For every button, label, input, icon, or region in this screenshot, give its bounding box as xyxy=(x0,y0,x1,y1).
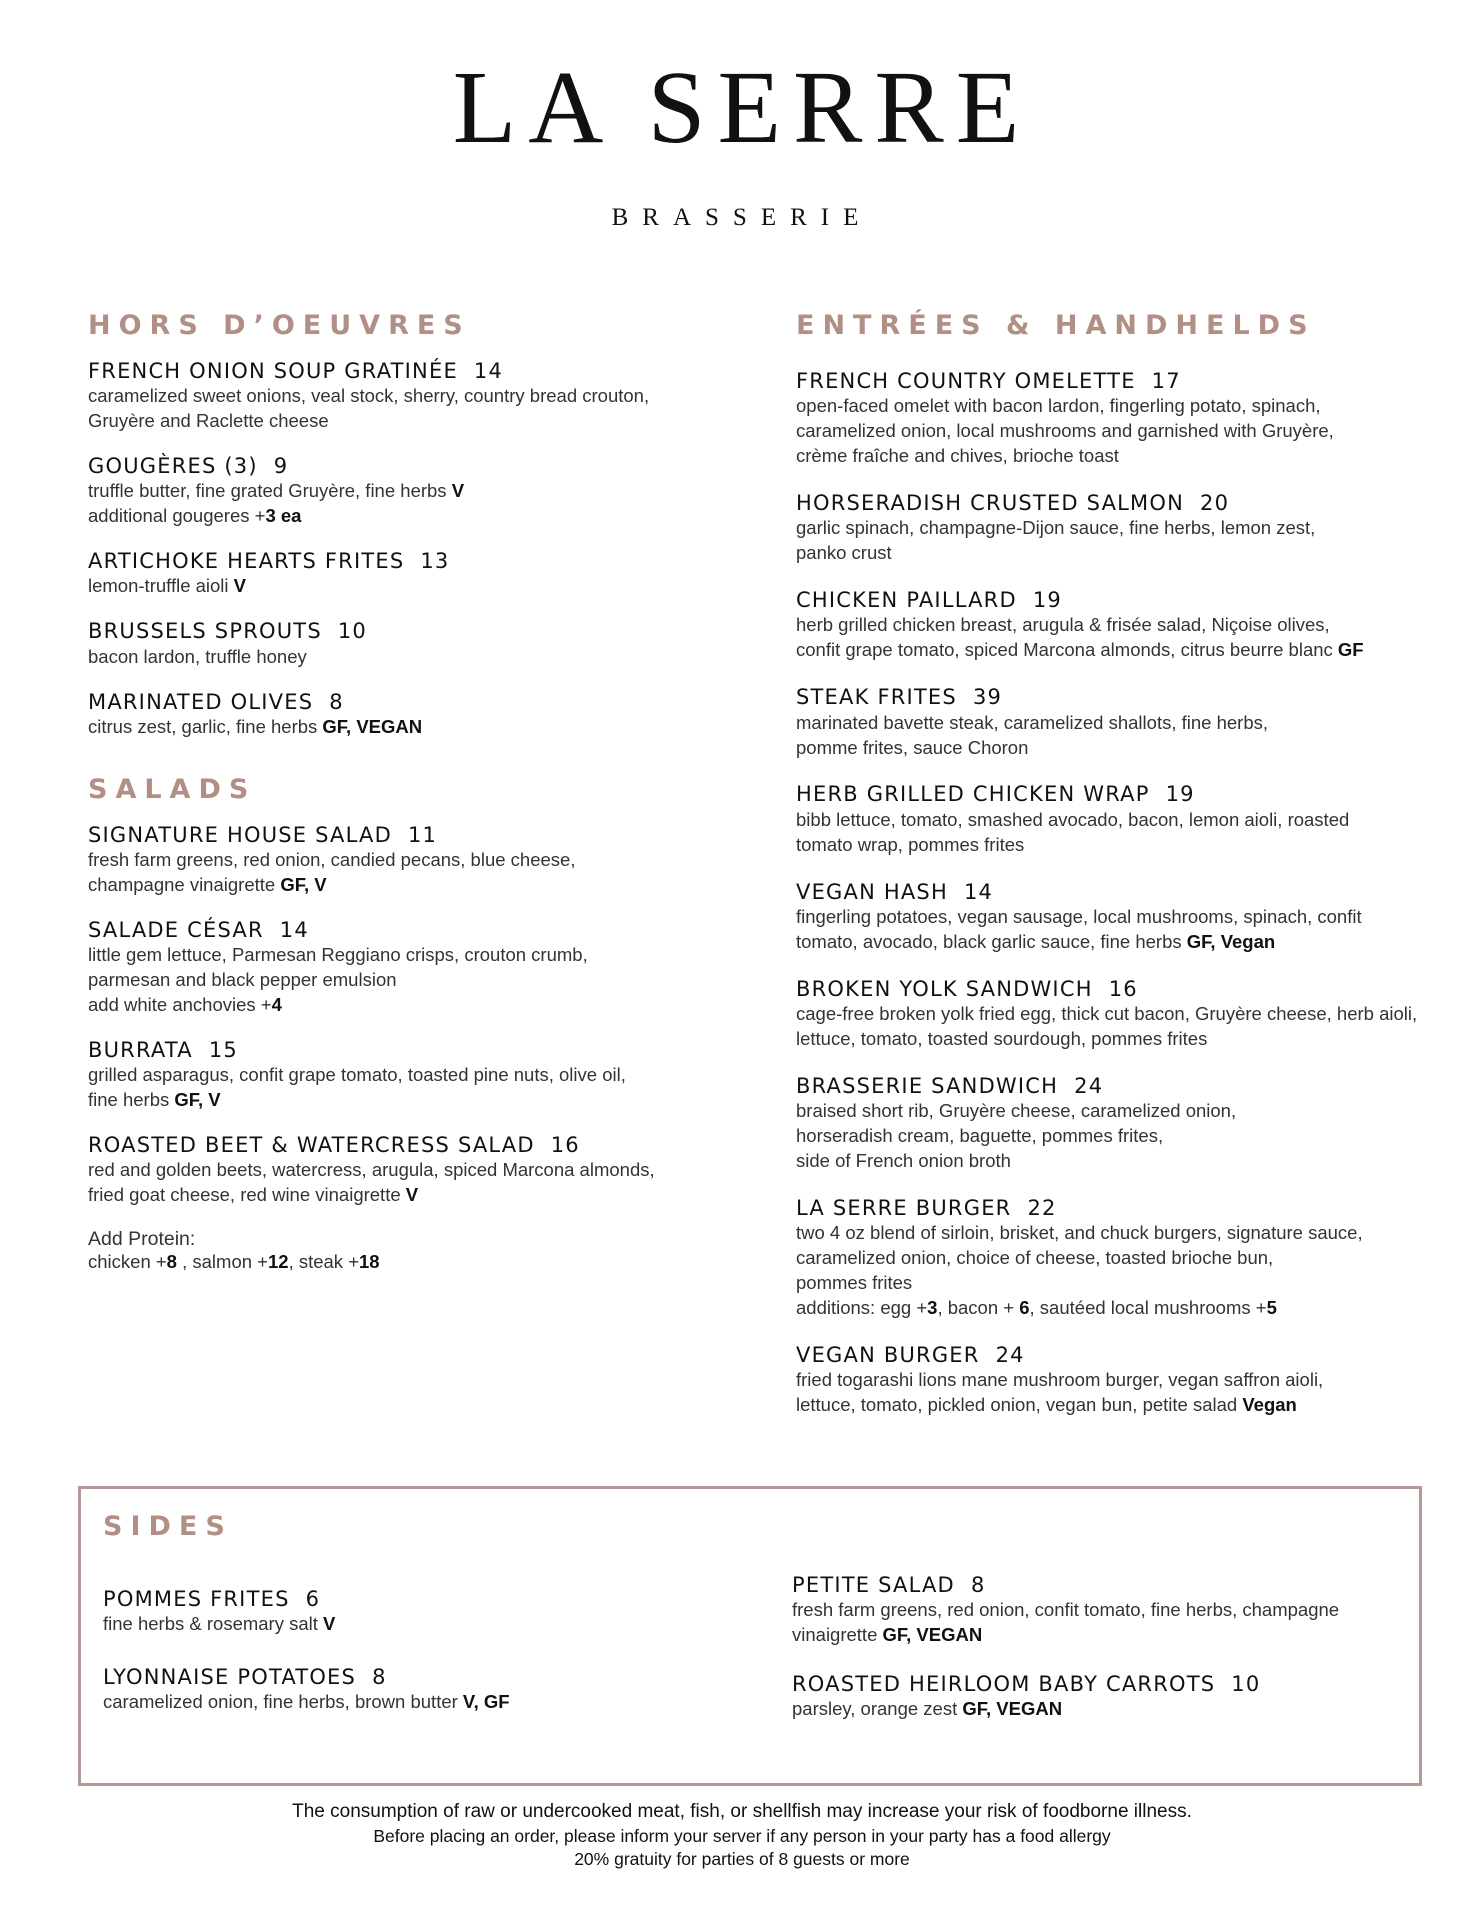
description-line xyxy=(88,715,728,740)
addon-text: add white anchovies + xyxy=(88,993,272,1015)
description-line xyxy=(796,1027,1456,1052)
brand-header xyxy=(0,50,1484,232)
menu-item xyxy=(796,880,1456,955)
dietary-tag: V xyxy=(451,480,465,502)
description-text: red and golden beets, watercress, arugula, spiced Marcona almonds, xyxy=(88,1159,655,1181)
item-title: ROASTED HEIRLOOM BABY CARROTS xyxy=(792,1672,1216,1697)
description-line xyxy=(103,1690,723,1715)
description-line xyxy=(796,808,1456,833)
item-description xyxy=(792,1697,1412,1722)
item-name xyxy=(88,359,728,384)
sides-left-column xyxy=(103,1587,723,1743)
description-line xyxy=(796,419,1456,444)
description-line xyxy=(103,1612,723,1637)
item-price: 24 xyxy=(1074,1073,1104,1098)
description-text: lemon-truffle aioli xyxy=(88,575,229,597)
footer-allergy: Before placing an order, please inform your server if any person in your party has a food allergy xyxy=(373,1825,1111,1846)
description-line xyxy=(796,516,1456,541)
item-price: 15 xyxy=(208,1037,238,1062)
item-title: ROASTED BEET & WATERCRESS SALAD xyxy=(88,1133,535,1158)
item-name xyxy=(792,1672,1412,1697)
description-text: herb grilled chicken breast, arugula & frisée salad, Niçoise olives, xyxy=(796,614,1330,636)
description-text: open-faced omelet with bacon lardon, fingerling potato, spinach, xyxy=(796,395,1321,417)
item-name xyxy=(796,1343,1456,1368)
description-line xyxy=(796,1002,1456,1027)
item-title: HORSERADISH CRUSTED SALMON xyxy=(796,491,1185,516)
item-name xyxy=(796,880,1456,905)
item-price: 14 xyxy=(963,879,994,904)
item-description xyxy=(796,1002,1456,1052)
restaurant-name: LA SERRE xyxy=(452,50,1032,165)
item-price: 10 xyxy=(1231,1672,1261,1697)
item-price: 24 xyxy=(995,1343,1025,1367)
description-line xyxy=(792,1697,1412,1722)
item-title: POMMES FRITES xyxy=(103,1587,290,1611)
salads-list xyxy=(88,823,728,1208)
menu-item xyxy=(88,1038,728,1113)
item-price: 9 xyxy=(273,454,289,479)
description-text: fresh farm greens, red onion, confit tomato, fine herbs, champagne xyxy=(792,1599,1340,1621)
protein-text: chicken + xyxy=(88,1251,167,1273)
description-text: fine herbs xyxy=(88,1089,170,1111)
item-description xyxy=(88,715,728,740)
item-price: 17 xyxy=(1151,369,1181,393)
description-text: crème fraîche and chives, brioche toast xyxy=(796,445,1119,467)
item-description xyxy=(796,1368,1456,1418)
item-title: LA SERRE BURGER xyxy=(796,1195,1012,1220)
menu-item xyxy=(88,454,728,529)
description-text: fried togarashi lions mane mushroom burger, vegan saffron aioli, xyxy=(796,1369,1324,1391)
menu-item xyxy=(796,685,1456,760)
item-description xyxy=(88,479,728,529)
item-description xyxy=(796,905,1456,955)
description-text: panko crust xyxy=(796,542,892,564)
item-price: 10 xyxy=(337,619,367,644)
addon-text: additional gougeres + xyxy=(88,505,266,527)
description-text: caramelized sweet onions, veal stock, sherry, country bread crouton, xyxy=(88,385,650,407)
item-description xyxy=(88,848,728,898)
sides-box xyxy=(78,1486,1422,1786)
item-name xyxy=(88,454,728,479)
description-line xyxy=(796,1368,1456,1393)
description-text: caramelized onion, local mushrooms and garnished with Gruyère, xyxy=(796,420,1334,442)
item-title: FRENCH COUNTRY OMELETTE xyxy=(796,369,1136,393)
addition-price: 6 xyxy=(1019,1297,1030,1319)
item-description xyxy=(792,1598,1412,1648)
item-title: MARINATED OLIVES xyxy=(88,689,314,714)
item-description xyxy=(796,516,1456,566)
description-text: fingerling potatoes, vegan sausage, local mushrooms, spinach, confit xyxy=(796,905,1362,927)
item-description xyxy=(88,1063,728,1113)
item-name xyxy=(796,491,1456,516)
description-text: tomato, avocado, black garlic sauce, fine herbs xyxy=(796,930,1182,952)
item-price: 11 xyxy=(407,822,438,847)
menu-item xyxy=(796,1196,1456,1321)
description-text: caramelized onion, choice of cheese, toasted brioche bun, xyxy=(796,1247,1274,1269)
footer xyxy=(0,1800,1484,1872)
description-line xyxy=(88,873,728,898)
description-line xyxy=(88,1063,728,1088)
menu-item xyxy=(796,977,1456,1052)
description-text: confit grape tomato, spiced Marcona almonds, citrus beurre blanc xyxy=(796,639,1333,661)
description-line xyxy=(796,638,1456,663)
addition-text: , sautéed local mushrooms + xyxy=(1029,1297,1267,1319)
description-text: braised short rib, Gruyère cheese, caramelized onion, xyxy=(796,1100,1237,1122)
item-description xyxy=(88,645,728,670)
description-line xyxy=(796,1393,1456,1418)
item-name xyxy=(792,1573,1412,1598)
item-name xyxy=(796,685,1456,710)
menu-item xyxy=(103,1587,723,1637)
item-name xyxy=(88,1038,728,1063)
description-text: citrus zest, garlic, fine herbs xyxy=(88,715,318,737)
item-title: ARTICHOKE HEARTS FRITES xyxy=(88,549,405,574)
description-text: little gem lettuce, Parmesan Reggiano crisps, crouton crumb, xyxy=(88,944,588,966)
item-title: LYONNAISE POTATOES xyxy=(103,1665,357,1690)
addition-text: , bacon + xyxy=(937,1297,1020,1319)
item-title: CHICKEN PAILLARD xyxy=(796,588,1017,613)
description-line xyxy=(796,541,1456,566)
description-text: marinated bavette steak, caramelized shallots, fine herbs, xyxy=(796,711,1268,733)
item-name xyxy=(88,619,728,644)
item-price: 6 xyxy=(305,1587,321,1611)
dietary-tag: V xyxy=(405,1184,419,1206)
dietary-tag: GF, VEGAN xyxy=(962,1698,1063,1720)
description-text: side of French onion broth xyxy=(796,1149,1011,1171)
description-line xyxy=(796,1246,1456,1271)
description-line xyxy=(796,394,1456,419)
item-name xyxy=(103,1587,723,1612)
item-name xyxy=(796,977,1456,1002)
item-title: BRASSERIE SANDWICH xyxy=(796,1073,1059,1098)
menu-item xyxy=(88,359,728,434)
description-line xyxy=(88,943,728,968)
dietary-tag: GF, VEGAN xyxy=(322,715,423,737)
menu-item xyxy=(796,491,1456,566)
item-title: PETITE SALAD xyxy=(792,1573,955,1597)
section-title-salads: SALADS xyxy=(88,773,257,805)
menu-item xyxy=(103,1665,723,1715)
item-title: GOUGÈRES (3) xyxy=(88,454,258,479)
item-description xyxy=(88,1158,728,1208)
protein-price: 12 xyxy=(267,1251,289,1273)
item-title: FRENCH ONION SOUP GRATINÉE xyxy=(88,359,458,383)
item-title: BURRATA xyxy=(88,1037,193,1062)
menu-item xyxy=(792,1672,1412,1722)
item-title: STEAK FRITES xyxy=(796,685,957,710)
description-text: fried goat cheese, red wine vinaigrette xyxy=(88,1184,401,1206)
menu-item xyxy=(796,588,1456,663)
item-price: 16 xyxy=(550,1133,580,1158)
item-price: 14 xyxy=(473,359,504,383)
description-text: cage-free broken yolk fried egg, thick cut bacon, Gruyère cheese, herb aioli, xyxy=(796,1002,1418,1024)
description-line xyxy=(796,1149,1456,1174)
footer-gratuity: 20% gratuity for parties of 8 guests or more xyxy=(574,1849,910,1870)
description-text: bacon lardon, truffle honey xyxy=(88,645,307,667)
item-price: 14 xyxy=(279,917,309,942)
menu-item xyxy=(792,1573,1412,1648)
menu-item xyxy=(88,918,728,1018)
item-description xyxy=(88,574,728,599)
item-description xyxy=(88,384,728,434)
description-line xyxy=(88,479,728,504)
item-title: SIGNATURE HOUSE SALAD xyxy=(88,822,392,847)
add-protein-options xyxy=(88,1251,728,1273)
protein-text: , steak + xyxy=(288,1251,360,1273)
item-description xyxy=(88,943,728,1018)
item-name xyxy=(796,1074,1456,1099)
sides-right-column xyxy=(792,1573,1412,1746)
item-description xyxy=(796,613,1456,663)
item-title: VEGAN HASH xyxy=(796,879,948,904)
description-text: pommes frites xyxy=(796,1272,913,1294)
item-title: VEGAN BURGER xyxy=(796,1343,980,1367)
dietary-tag: V xyxy=(323,1613,336,1635)
item-price: 19 xyxy=(1032,588,1062,613)
description-line xyxy=(88,384,728,409)
item-price: 39 xyxy=(972,685,1003,710)
dietary-tag: GF xyxy=(1337,639,1364,661)
description-text: Gruyère and Raclette cheese xyxy=(88,410,329,432)
addition-price: 5 xyxy=(1266,1297,1277,1319)
addon-price: 4 xyxy=(271,993,282,1015)
description-text: tomato wrap, pommes frites xyxy=(796,833,1025,855)
menu-item xyxy=(796,1074,1456,1174)
item-description xyxy=(796,711,1456,761)
description-text: champagne vinaigrette xyxy=(88,873,276,895)
item-description xyxy=(796,1221,1456,1321)
description-text: parmesan and black pepper emulsion xyxy=(88,969,397,990)
item-name xyxy=(796,782,1456,807)
menu-item xyxy=(88,549,728,599)
item-name xyxy=(796,369,1456,394)
menu-item xyxy=(796,782,1456,857)
item-price: 8 xyxy=(329,689,344,714)
item-title: BRUSSELS SPROUTS xyxy=(88,619,322,644)
item-description xyxy=(796,1099,1456,1174)
description-line xyxy=(796,833,1456,858)
dietary-tag: V, GF xyxy=(462,1691,510,1713)
description-line xyxy=(796,1271,1456,1296)
description-line xyxy=(796,711,1456,736)
menu-item xyxy=(796,1343,1456,1418)
item-name xyxy=(796,1196,1456,1221)
dietary-tag: GF, V xyxy=(280,873,327,895)
item-price: 20 xyxy=(1200,491,1230,516)
item-description xyxy=(103,1690,723,1715)
description-text: parsley, orange zest xyxy=(792,1698,958,1720)
description-text: truffle butter, fine grated Gruyère, fine herbs xyxy=(88,480,447,502)
description-line xyxy=(796,444,1456,469)
dietary-tag: GF, VEGAN xyxy=(882,1624,983,1646)
description-text: vinaigrette xyxy=(792,1624,878,1646)
description-text: lettuce, tomato, toasted sourdough, pommes frites xyxy=(796,1027,1208,1049)
description-line xyxy=(796,736,1456,761)
description-line xyxy=(88,1158,728,1183)
description-text: horseradish cream, baguette, pommes frites, xyxy=(796,1125,1164,1146)
section-title-sides: SIDES xyxy=(103,1511,233,1542)
menu-item xyxy=(88,823,728,898)
description-line xyxy=(796,613,1456,638)
left-column xyxy=(88,310,728,1273)
protein-price: 18 xyxy=(359,1251,380,1273)
menu-item xyxy=(88,690,728,740)
description-line xyxy=(88,409,728,434)
item-name xyxy=(88,1133,728,1158)
description-text: fine herbs & rosemary salt xyxy=(103,1613,318,1635)
description-line xyxy=(796,1099,1456,1124)
description-line xyxy=(88,968,728,993)
description-text: caramelized onion, fine herbs, brown butter xyxy=(103,1691,458,1713)
item-description xyxy=(103,1612,723,1637)
description-line xyxy=(88,1088,728,1113)
dietary-tag: GF, Vegan xyxy=(1186,930,1276,952)
description-text: fresh farm greens, red onion, candied pecans, blue cheese, xyxy=(88,848,576,870)
item-price: 22 xyxy=(1027,1195,1057,1220)
item-name xyxy=(796,588,1456,613)
item-addon xyxy=(88,993,728,1018)
item-price: 8 xyxy=(970,1573,986,1597)
item-title: BROKEN YOLK SANDWICH xyxy=(796,976,1093,1001)
section-title-hors: HORS D’OEUVRES xyxy=(88,310,471,341)
add-protein xyxy=(88,1228,728,1273)
protein-price: 8 xyxy=(166,1251,177,1273)
section-title-entrees: ENTRÉES & HANDHELDS xyxy=(796,310,1316,341)
item-description xyxy=(796,394,1456,469)
item-title: SALADE CÉSAR xyxy=(88,917,264,942)
item-description xyxy=(796,808,1456,858)
entrees-list xyxy=(796,369,1456,1418)
item-price: 16 xyxy=(1108,976,1138,1001)
description-text: garlic spinach, champagne-Dijon sauce, fine herbs, lemon zest, xyxy=(796,517,1316,539)
description-line xyxy=(796,930,1456,955)
item-name xyxy=(88,690,728,715)
addition-text: additions: egg + xyxy=(796,1297,928,1319)
item-price: 8 xyxy=(372,1665,387,1690)
description-text: lettuce, tomato, pickled onion, vegan bun, petite salad xyxy=(796,1394,1238,1416)
right-column xyxy=(796,310,1456,1440)
item-additions xyxy=(796,1296,1456,1321)
dietary-tag: V xyxy=(233,575,247,597)
description-line xyxy=(88,574,728,599)
dietary-tag: GF, V xyxy=(174,1089,221,1111)
description-line xyxy=(796,905,1456,930)
add-protein-label: Add Protein: xyxy=(88,1228,196,1251)
protein-text: , salmon + xyxy=(176,1251,268,1273)
item-title: HERB GRILLED CHICKEN WRAP xyxy=(796,782,1150,807)
addition-price: 3 xyxy=(927,1297,938,1319)
description-text: pomme frites, sauce Choron xyxy=(796,736,1029,758)
menu-item xyxy=(796,369,1456,469)
item-name xyxy=(88,823,728,848)
description-line xyxy=(792,1623,1412,1648)
menu-item xyxy=(88,1133,728,1208)
menu-item xyxy=(88,619,728,669)
description-text: two 4 oz blend of sirloin, brisket, and chuck burgers, signature sauce, xyxy=(796,1222,1363,1244)
item-name xyxy=(103,1665,723,1690)
item-price: 19 xyxy=(1165,782,1195,807)
description-text: grilled asparagus, confit grape tomato, toasted pine nuts, olive oil, xyxy=(88,1064,626,1086)
description-line xyxy=(88,848,728,873)
description-line xyxy=(796,1221,1456,1246)
item-name xyxy=(88,918,728,943)
restaurant-subtitle: BRASSERIE xyxy=(611,204,873,231)
hors-list xyxy=(88,359,728,740)
description-text: bibb lettuce, tomato, smashed avocado, bacon, lemon aioli, roasted xyxy=(796,808,1350,830)
description-line xyxy=(88,1183,728,1208)
item-addon xyxy=(88,504,728,529)
item-name xyxy=(88,549,728,574)
description-line xyxy=(796,1124,1456,1149)
item-price: 13 xyxy=(420,549,450,574)
addon-price: 3 ea xyxy=(265,505,302,527)
description-line xyxy=(88,645,728,670)
footer-warning: The consumption of raw or undercooked meat, fish, or shellfish may increase your risk of foodborne illness. xyxy=(292,1801,1192,1822)
dietary-tag: Vegan xyxy=(1242,1394,1297,1416)
description-line xyxy=(792,1598,1412,1623)
